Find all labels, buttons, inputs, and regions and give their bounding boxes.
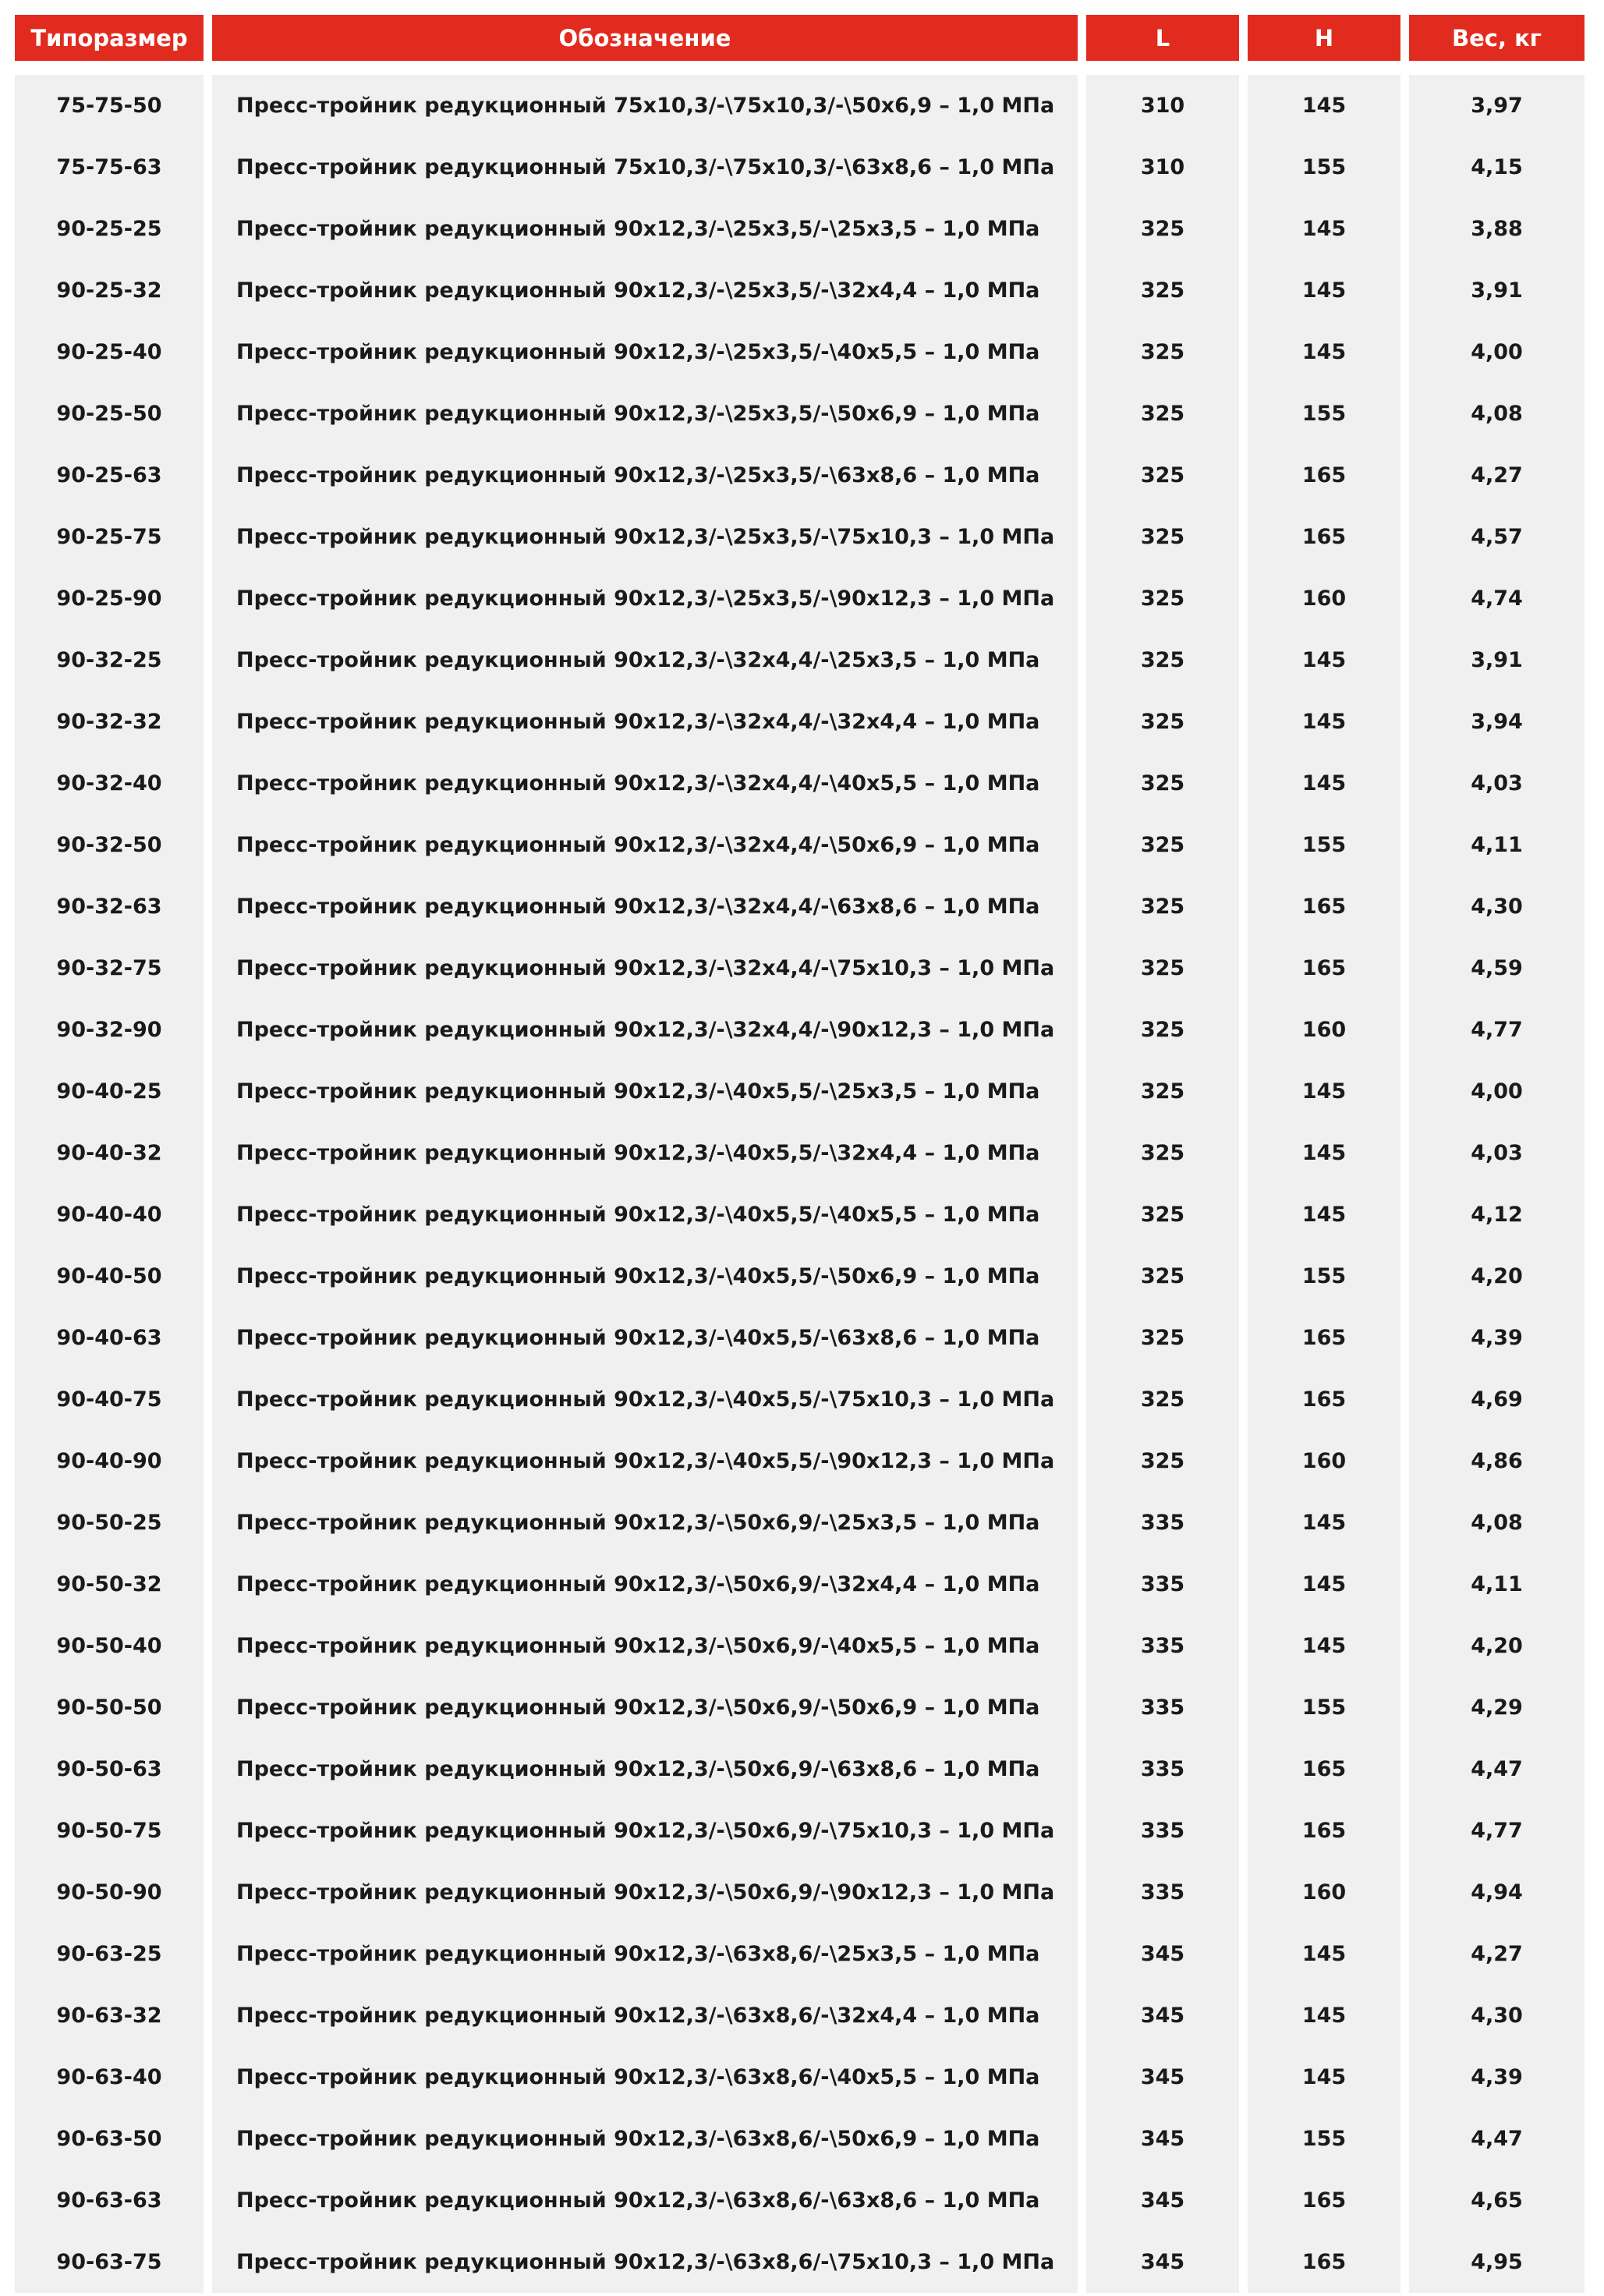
cell-l: 325 — [1086, 1369, 1239, 1430]
cell-l: 345 — [1086, 2108, 1239, 2170]
cell-designation: Пресс-тройник редукционный 90x12,3/-\25x3,5/-\90x12,3 – 1,0 МПа — [212, 568, 1078, 629]
cell-l: 325 — [1086, 937, 1239, 999]
cell-designation: Пресс-тройник редукционный 90x12,3/-\40x5,5/-\50x6,9 – 1,0 МПа — [212, 1245, 1078, 1307]
cell-size: 90-40-75 — [15, 1369, 204, 1430]
cell-designation: Пресс-тройник редукционный 90x12,3/-\50x6,9/-\50x6,9 – 1,0 МПа — [212, 1677, 1078, 1738]
table-row — [15, 1738, 1585, 1800]
cell-designation: Пресс-тройник редукционный 90x12,3/-\50x6,9/-\63x8,6 – 1,0 МПа — [212, 1738, 1078, 1800]
header-weight: Вес, кг — [1409, 15, 1585, 61]
cell-weight: 4,11 — [1409, 814, 1585, 876]
cell-h: 160 — [1248, 1430, 1400, 1492]
cell-h: 165 — [1248, 1369, 1400, 1430]
cell-h: 165 — [1248, 937, 1400, 999]
cell-h: 155 — [1248, 383, 1400, 445]
cell-l: 325 — [1086, 814, 1239, 876]
cell-size: 90-63-25 — [15, 1923, 204, 1985]
cell-size: 90-40-40 — [15, 1184, 204, 1245]
cell-designation: Пресс-тройник редукционный 90x12,3/-\63x8,6/-\75x10,3 – 1,0 МПа — [212, 2231, 1078, 2293]
cell-size: 90-63-63 — [15, 2170, 204, 2231]
cell-l: 325 — [1086, 1184, 1239, 1245]
cell-size: 90-25-75 — [15, 506, 204, 568]
cell-weight: 4,15 — [1409, 136, 1585, 198]
cell-weight: 4,94 — [1409, 1862, 1585, 1923]
cell-weight: 4,20 — [1409, 1245, 1585, 1307]
cell-l: 325 — [1086, 506, 1239, 568]
cell-weight: 4,86 — [1409, 1430, 1585, 1492]
cell-size: 75-75-63 — [15, 136, 204, 198]
cell-designation: Пресс-тройник редукционный 90x12,3/-\32x4,4/-\75x10,3 – 1,0 МПа — [212, 937, 1078, 999]
table-header-row — [15, 15, 1585, 61]
cell-h: 155 — [1248, 814, 1400, 876]
cell-h: 155 — [1248, 2108, 1400, 2170]
cell-weight: 3,91 — [1409, 260, 1585, 321]
cell-l: 335 — [1086, 1862, 1239, 1923]
table-row — [15, 321, 1585, 383]
cell-l: 345 — [1086, 1985, 1239, 2046]
cell-weight: 4,65 — [1409, 2170, 1585, 2231]
cell-h: 165 — [1248, 1738, 1400, 1800]
cell-weight: 4,12 — [1409, 1184, 1585, 1245]
cell-size: 90-50-63 — [15, 1738, 204, 1800]
table-row — [15, 75, 1585, 136]
table-row — [15, 1307, 1585, 1369]
cell-weight: 4,39 — [1409, 2046, 1585, 2108]
table-row — [15, 1122, 1585, 1184]
cell-weight: 3,97 — [1409, 75, 1585, 136]
cell-size: 90-32-90 — [15, 999, 204, 1061]
cell-h: 160 — [1248, 568, 1400, 629]
cell-weight: 4,27 — [1409, 1923, 1585, 1985]
table-row — [15, 568, 1585, 629]
header-l: L — [1086, 15, 1239, 61]
table-row — [15, 198, 1585, 260]
cell-size: 90-40-63 — [15, 1307, 204, 1369]
cell-designation: Пресс-тройник редукционный 90x12,3/-\25x3,5/-\25x3,5 – 1,0 МПа — [212, 198, 1078, 260]
table-row — [15, 1985, 1585, 2046]
cell-designation: Пресс-тройник редукционный 90x12,3/-\32x4,4/-\25x3,5 – 1,0 МПа — [212, 629, 1078, 691]
cell-weight: 4,95 — [1409, 2231, 1585, 2293]
cell-size: 90-32-75 — [15, 937, 204, 999]
cell-designation: Пресс-тройник редукционный 90x12,3/-\50x6,9/-\75x10,3 – 1,0 МПа — [212, 1800, 1078, 1862]
cell-designation: Пресс-тройник редукционный 90x12,3/-\32x4,4/-\63x8,6 – 1,0 МПа — [212, 876, 1078, 937]
cell-h: 160 — [1248, 1862, 1400, 1923]
cell-size: 90-25-40 — [15, 321, 204, 383]
cell-designation: Пресс-тройник редукционный 90x12,3/-\32x4,4/-\40x5,5 – 1,0 МПа — [212, 753, 1078, 814]
cell-size: 90-63-40 — [15, 2046, 204, 2108]
cell-h: 145 — [1248, 75, 1400, 136]
table-row — [15, 629, 1585, 691]
cell-l: 325 — [1086, 1245, 1239, 1307]
cell-designation: Пресс-тройник редукционный 90x12,3/-\63x8,6/-\63x8,6 – 1,0 МПа — [212, 2170, 1078, 2231]
cell-designation: Пресс-тройник редукционный 75x10,3/-\75x10,3/-\63x8,6 – 1,0 МПа — [212, 136, 1078, 198]
cell-size: 90-50-90 — [15, 1862, 204, 1923]
table-row — [15, 1369, 1585, 1430]
cell-l: 345 — [1086, 2046, 1239, 2108]
cell-weight: 3,91 — [1409, 629, 1585, 691]
cell-l: 325 — [1086, 999, 1239, 1061]
cell-designation: Пресс-тройник редукционный 90x12,3/-\40x5,5/-\25x3,5 – 1,0 МПа — [212, 1061, 1078, 1122]
cell-weight: 4,74 — [1409, 568, 1585, 629]
cell-designation: Пресс-тройник редукционный 90x12,3/-\50x6,9/-\25x3,5 – 1,0 МПа — [212, 1492, 1078, 1554]
table-row — [15, 937, 1585, 999]
header-designation: Обозначение — [212, 15, 1078, 61]
cell-l: 325 — [1086, 445, 1239, 506]
cell-l: 325 — [1086, 260, 1239, 321]
cell-weight: 4,03 — [1409, 1122, 1585, 1184]
cell-h: 165 — [1248, 876, 1400, 937]
cell-h: 165 — [1248, 445, 1400, 506]
cell-size: 90-25-63 — [15, 445, 204, 506]
table-row — [15, 814, 1585, 876]
cell-size: 90-25-90 — [15, 568, 204, 629]
table-row — [15, 1862, 1585, 1923]
cell-h: 145 — [1248, 691, 1400, 753]
cell-h: 145 — [1248, 1615, 1400, 1677]
cell-size: 90-50-32 — [15, 1554, 204, 1615]
cell-size: 90-25-50 — [15, 383, 204, 445]
cell-designation: Пресс-тройник редукционный 90x12,3/-\32x4,4/-\90x12,3 – 1,0 МПа — [212, 999, 1078, 1061]
cell-designation: Пресс-тройник редукционный 90x12,3/-\25x3,5/-\50x6,9 – 1,0 МПа — [212, 383, 1078, 445]
cell-h: 145 — [1248, 1923, 1400, 1985]
cell-size: 90-63-32 — [15, 1985, 204, 2046]
cell-weight: 4,69 — [1409, 1369, 1585, 1430]
cell-h: 165 — [1248, 1800, 1400, 1862]
cell-weight: 4,20 — [1409, 1615, 1585, 1677]
cell-h: 165 — [1248, 2231, 1400, 2293]
cell-h: 145 — [1248, 321, 1400, 383]
table-row — [15, 691, 1585, 753]
cell-weight: 3,94 — [1409, 691, 1585, 753]
cell-designation: Пресс-тройник редукционный 90x12,3/-\25x3,5/-\40x5,5 – 1,0 МПа — [212, 321, 1078, 383]
cell-h: 145 — [1248, 1492, 1400, 1554]
cell-l: 325 — [1086, 1307, 1239, 1369]
cell-designation: Пресс-тройник редукционный 90x12,3/-\40x5,5/-\40x5,5 – 1,0 МПа — [212, 1184, 1078, 1245]
cell-weight: 4,57 — [1409, 506, 1585, 568]
cell-size: 90-40-32 — [15, 1122, 204, 1184]
cell-weight: 4,08 — [1409, 1492, 1585, 1554]
table-row — [15, 1677, 1585, 1738]
cell-weight: 4,30 — [1409, 876, 1585, 937]
cell-designation: Пресс-тройник редукционный 90x12,3/-\50x6,9/-\32x4,4 – 1,0 МПа — [212, 1554, 1078, 1615]
cell-h: 145 — [1248, 1184, 1400, 1245]
table-row — [15, 136, 1585, 198]
cell-size: 75-75-50 — [15, 75, 204, 136]
cell-l: 335 — [1086, 1738, 1239, 1800]
cell-l: 325 — [1086, 568, 1239, 629]
cell-size: 90-63-75 — [15, 2231, 204, 2293]
cell-designation: Пресс-тройник редукционный 90x12,3/-\25x3,5/-\75x10,3 – 1,0 МПа — [212, 506, 1078, 568]
table-row — [15, 1800, 1585, 1862]
cell-size: 90-25-25 — [15, 198, 204, 260]
cell-h: 165 — [1248, 1307, 1400, 1369]
cell-designation: Пресс-тройник редукционный 90x12,3/-\25x3,5/-\32x4,4 – 1,0 МПа — [212, 260, 1078, 321]
header-h: H — [1248, 15, 1400, 61]
cell-l: 325 — [1086, 383, 1239, 445]
cell-h: 155 — [1248, 1245, 1400, 1307]
cell-designation: Пресс-тройник редукционный 90x12,3/-\40x5,5/-\75x10,3 – 1,0 МПа — [212, 1369, 1078, 1430]
cell-designation: Пресс-тройник редукционный 90x12,3/-\40x5,5/-\90x12,3 – 1,0 МПа — [212, 1430, 1078, 1492]
cell-h: 145 — [1248, 1061, 1400, 1122]
cell-weight: 4,00 — [1409, 1061, 1585, 1122]
cell-l: 325 — [1086, 691, 1239, 753]
cell-h: 145 — [1248, 753, 1400, 814]
cell-h: 155 — [1248, 1677, 1400, 1738]
table-row — [15, 1184, 1585, 1245]
cell-size: 90-32-32 — [15, 691, 204, 753]
cell-h: 145 — [1248, 198, 1400, 260]
cell-l: 335 — [1086, 1800, 1239, 1862]
cell-designation: Пресс-тройник редукционный 90x12,3/-\63x8,6/-\32x4,4 – 1,0 МПа — [212, 1985, 1078, 2046]
table-row — [15, 2108, 1585, 2170]
cell-size: 90-32-40 — [15, 753, 204, 814]
cell-weight: 4,11 — [1409, 1554, 1585, 1615]
cell-size: 90-50-50 — [15, 1677, 204, 1738]
cell-weight: 4,77 — [1409, 999, 1585, 1061]
cell-weight: 4,47 — [1409, 2108, 1585, 2170]
cell-size: 90-25-32 — [15, 260, 204, 321]
cell-l: 325 — [1086, 629, 1239, 691]
table-row — [15, 1245, 1585, 1307]
cell-weight: 4,08 — [1409, 383, 1585, 445]
cell-designation: Пресс-тройник редукционный 90x12,3/-\32x4,4/-\50x6,9 – 1,0 МПа — [212, 814, 1078, 876]
cell-weight: 4,59 — [1409, 937, 1585, 999]
cell-size: 90-40-25 — [15, 1061, 204, 1122]
table-row — [15, 2231, 1585, 2293]
cell-designation: Пресс-тройник редукционный 90x12,3/-\40x5,5/-\63x8,6 – 1,0 МПа — [212, 1307, 1078, 1369]
table-row — [15, 1615, 1585, 1677]
cell-h: 145 — [1248, 1985, 1400, 2046]
cell-l: 325 — [1086, 753, 1239, 814]
cell-l: 345 — [1086, 2170, 1239, 2231]
cell-designation: Пресс-тройник редукционный 75x10,3/-\75x10,3/-\50x6,9 – 1,0 МПа — [212, 75, 1078, 136]
cell-size: 90-40-50 — [15, 1245, 204, 1307]
cell-weight: 4,27 — [1409, 445, 1585, 506]
cell-h: 145 — [1248, 1554, 1400, 1615]
table-row — [15, 2046, 1585, 2108]
table-row — [15, 2170, 1585, 2231]
cell-l: 345 — [1086, 2231, 1239, 2293]
cell-l: 325 — [1086, 321, 1239, 383]
table-row — [15, 999, 1585, 1061]
cell-l: 325 — [1086, 198, 1239, 260]
cell-h: 165 — [1248, 506, 1400, 568]
table-row — [15, 260, 1585, 321]
cell-weight: 4,39 — [1409, 1307, 1585, 1369]
cell-l: 325 — [1086, 876, 1239, 937]
cell-designation: Пресс-тройник редукционный 90x12,3/-\25x3,5/-\63x8,6 – 1,0 МПа — [212, 445, 1078, 506]
table-row — [15, 753, 1585, 814]
cell-l: 335 — [1086, 1492, 1239, 1554]
cell-h: 145 — [1248, 260, 1400, 321]
cell-weight: 4,00 — [1409, 321, 1585, 383]
cell-h: 145 — [1248, 629, 1400, 691]
cell-weight: 4,30 — [1409, 1985, 1585, 2046]
cell-weight: 3,88 — [1409, 198, 1585, 260]
cell-h: 165 — [1248, 2170, 1400, 2231]
cell-l: 325 — [1086, 1061, 1239, 1122]
table-row — [15, 506, 1585, 568]
cell-l: 335 — [1086, 1554, 1239, 1615]
cell-l: 325 — [1086, 1122, 1239, 1184]
cell-weight: 4,47 — [1409, 1738, 1585, 1800]
cell-h: 145 — [1248, 2046, 1400, 2108]
cell-l: 310 — [1086, 75, 1239, 136]
cell-designation: Пресс-тройник редукционный 90x12,3/-\50x6,9/-\90x12,3 – 1,0 МПа — [212, 1862, 1078, 1923]
table-row — [15, 1492, 1585, 1554]
cell-l: 345 — [1086, 1923, 1239, 1985]
cell-designation: Пресс-тройник редукционный 90x12,3/-\40x5,5/-\32x4,4 – 1,0 МПа — [212, 1122, 1078, 1184]
cell-designation: Пресс-тройник редукционный 90x12,3/-\63x8,6/-\50x6,9 – 1,0 МПа — [212, 2108, 1078, 2170]
table-row — [15, 876, 1585, 937]
cell-l: 335 — [1086, 1677, 1239, 1738]
cell-size: 90-32-25 — [15, 629, 204, 691]
cell-h: 160 — [1248, 999, 1400, 1061]
table-row — [15, 1554, 1585, 1615]
table-row — [15, 1061, 1585, 1122]
cell-weight: 4,03 — [1409, 753, 1585, 814]
cell-size: 90-50-75 — [15, 1800, 204, 1862]
cell-designation: Пресс-тройник редукционный 90x12,3/-\50x6,9/-\40x5,5 – 1,0 МПа — [212, 1615, 1078, 1677]
spec-table — [15, 15, 1585, 2293]
cell-designation: Пресс-тройник редукционный 90x12,3/-\63x8,6/-\25x3,5 – 1,0 МПа — [212, 1923, 1078, 1985]
table-body — [15, 75, 1585, 2293]
table-row — [15, 445, 1585, 506]
cell-designation: Пресс-тройник редукционный 90x12,3/-\63x8,6/-\40x5,5 – 1,0 МПа — [212, 2046, 1078, 2108]
table-row — [15, 383, 1585, 445]
cell-size: 90-32-63 — [15, 876, 204, 937]
cell-l: 335 — [1086, 1615, 1239, 1677]
cell-size: 90-40-90 — [15, 1430, 204, 1492]
cell-l: 325 — [1086, 1430, 1239, 1492]
cell-h: 145 — [1248, 1122, 1400, 1184]
cell-size: 90-32-50 — [15, 814, 204, 876]
table-row — [15, 1430, 1585, 1492]
header-size: Типоразмер — [15, 15, 204, 61]
cell-designation: Пресс-тройник редукционный 90x12,3/-\32x4,4/-\32x4,4 – 1,0 МПа — [212, 691, 1078, 753]
cell-size: 90-50-40 — [15, 1615, 204, 1677]
cell-weight: 4,29 — [1409, 1677, 1585, 1738]
cell-size: 90-50-25 — [15, 1492, 204, 1554]
cell-size: 90-63-50 — [15, 2108, 204, 2170]
cell-weight: 4,77 — [1409, 1800, 1585, 1862]
cell-h: 155 — [1248, 136, 1400, 198]
table-row — [15, 1923, 1585, 1985]
cell-l: 310 — [1086, 136, 1239, 198]
